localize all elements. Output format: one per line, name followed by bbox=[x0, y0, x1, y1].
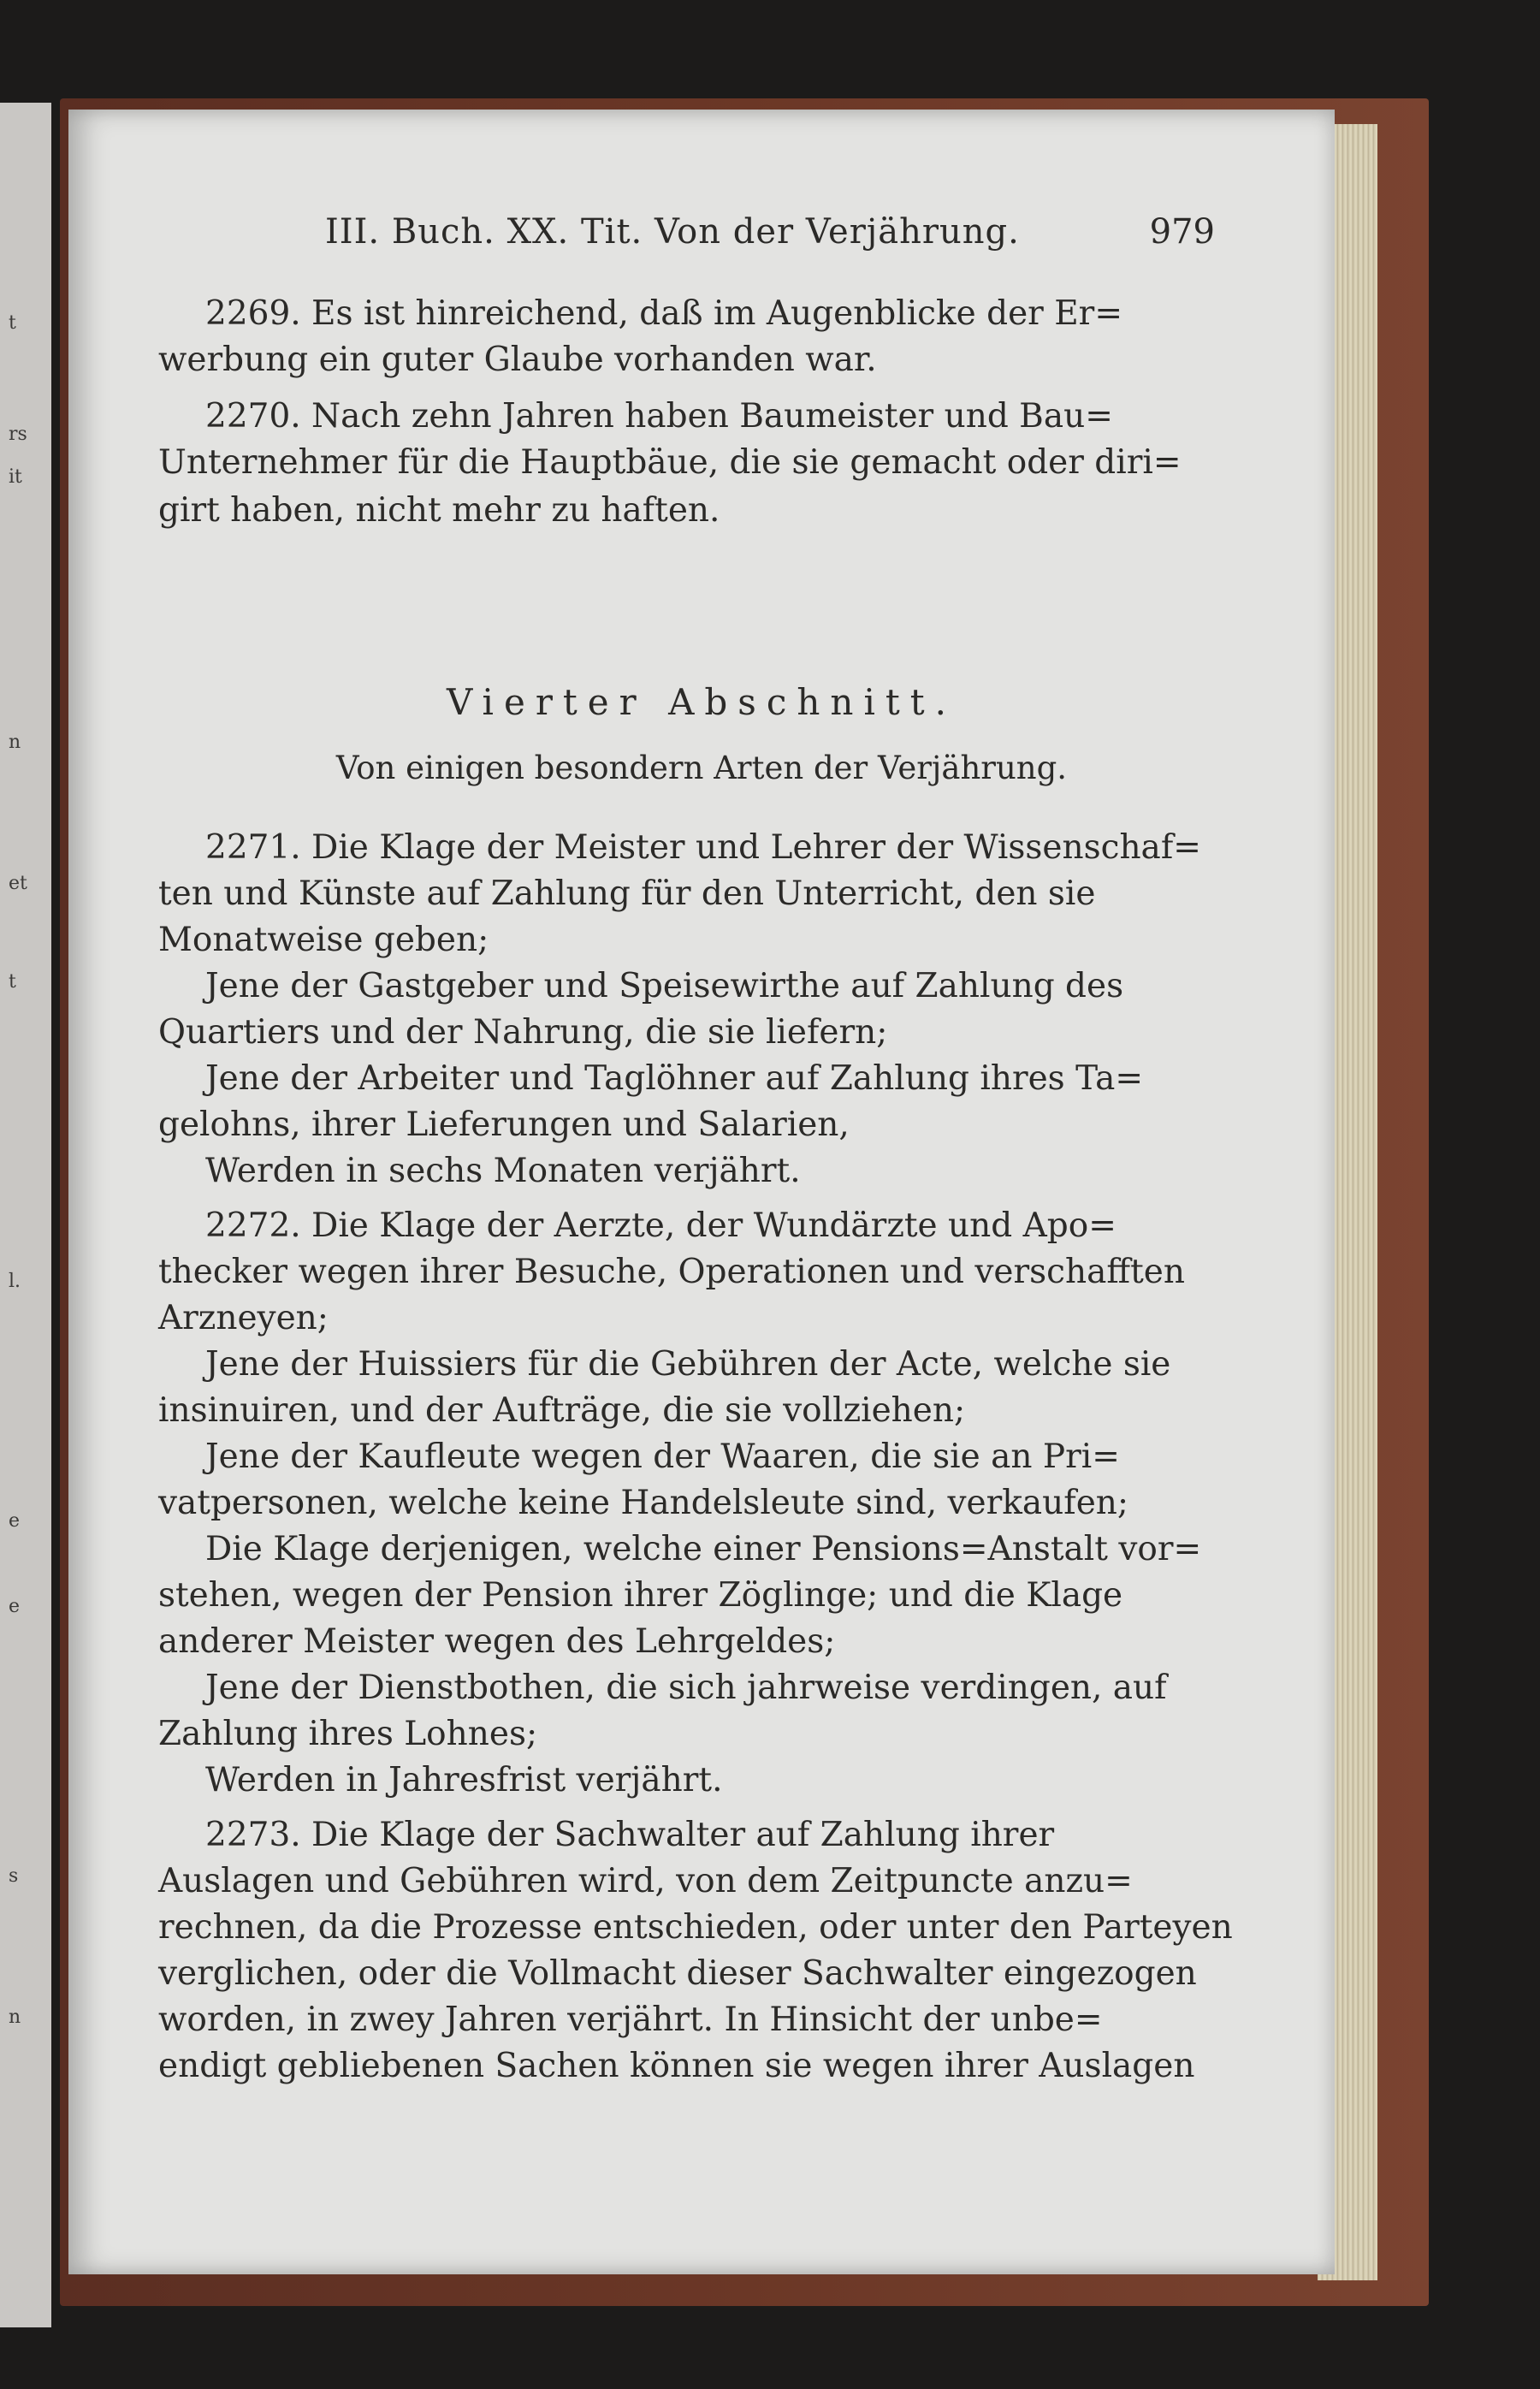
text-line: Jene der Gastgeber und Speisewirthe auf Zahlung des bbox=[205, 967, 1124, 1005]
text-line: Zahlung ihres Lohnes; bbox=[158, 1715, 538, 1753]
left-page-fragment: n bbox=[9, 732, 21, 753]
text-line: insinuiren, und der Aufträge, die sie vollziehen; bbox=[158, 1391, 966, 1430]
section-title: Vierter Abschnitt. bbox=[446, 681, 957, 723]
text-line: 2269. Es ist hinreichend, daß im Augenblicke der Er= bbox=[205, 294, 1123, 333]
text-line: Jene der Dienstbothen, die sich jahrweise verdingen, auf bbox=[205, 1669, 1167, 1707]
left-page-fragment: e bbox=[9, 1510, 21, 1532]
text-line: Unternehmer für die Hauptbäue, die sie gemacht oder diri= bbox=[158, 443, 1182, 482]
text-line: 2270. Nach zehn Jahren haben Baumeister und Bau= bbox=[205, 397, 1113, 436]
left-page-fragment: l. bbox=[9, 1271, 21, 1292]
text-line: Auslagen und Gebühren wird, von dem Zeitpuncte anzu= bbox=[158, 1862, 1133, 1900]
text-line: Werden in sechs Monaten verjährt. bbox=[205, 1152, 801, 1190]
left-page-fragment: n bbox=[9, 2007, 21, 2028]
left-page-fragment: s bbox=[9, 1865, 19, 1887]
text-line: Jene der Arbeiter und Taglöhner auf Zahlung ihres Ta= bbox=[205, 1059, 1143, 1098]
text-line: gelohns, ihrer Lieferungen und Salarien, bbox=[158, 1106, 850, 1144]
text-line: Jene der Kaufleute wegen der Waaren, die sie an Pri= bbox=[205, 1438, 1120, 1476]
section-subtitle: Von einigen besondern Arten der Verjährung. bbox=[335, 750, 1068, 786]
text-line: vatpersonen, welche keine Handelsleute sind, verkaufen; bbox=[158, 1484, 1129, 1522]
text-line: thecker wegen ihrer Besuche, Operationen und verschafften bbox=[158, 1253, 1185, 1291]
text-line: Werden in Jahresfrist verjährt. bbox=[205, 1761, 723, 1799]
left-page-fragment: t bbox=[9, 971, 16, 993]
text-line: endigt gebliebenen Sachen können sie wegen ihrer Auslagen bbox=[158, 2047, 1195, 2085]
text-line: stehen, wegen der Pension ihrer Zöglinge; und die Klage bbox=[158, 1576, 1123, 1615]
left-page-edge bbox=[0, 103, 51, 2327]
text-line: Monatweise geben; bbox=[158, 921, 489, 959]
text-line: 2273. Die Klage der Sachwalter auf Zahlung ihrer bbox=[205, 1816, 1055, 1854]
left-page-fragment: e bbox=[9, 1596, 21, 1617]
text-line: girt haben, nicht mehr zu haften. bbox=[158, 491, 720, 530]
text-line: worden, in zwey Jahren verjährt. In Hinsicht der unbe= bbox=[158, 2001, 1103, 2039]
left-page-fragment: et bbox=[9, 873, 27, 894]
left-page-fragment: t bbox=[9, 312, 16, 334]
text-line: ten und Künste auf Zahlung für den Unterricht, den sie bbox=[158, 874, 1096, 913]
text-line: 2271. Die Klage der Meister und Lehrer der Wissenschaf= bbox=[205, 828, 1201, 867]
text-line: Die Klage derjenigen, welche einer Pensions=Anstalt vor= bbox=[205, 1530, 1202, 1568]
text-line: Arzneyen; bbox=[158, 1299, 329, 1337]
book-page bbox=[68, 110, 1335, 2274]
page-number: 979 bbox=[1149, 212, 1215, 252]
text-line: werbung ein guter Glaube vorhanden war. bbox=[158, 341, 877, 379]
text-line: 2272. Die Klage der Aerzte, der Wundärzte und Apo= bbox=[205, 1206, 1116, 1245]
text-line: anderer Meister wegen des Lehrgeldes; bbox=[158, 1622, 836, 1661]
running-header bbox=[257, 212, 1215, 264]
text-line: Quartiers und der Nahrung, die sie liefern; bbox=[158, 1013, 888, 1052]
left-page-fragment: rs bbox=[9, 424, 27, 445]
text-line: verglichen, oder die Vollmacht dieser Sachwalter eingezogen bbox=[158, 1954, 1197, 1993]
left-page-fragment: it bbox=[9, 466, 22, 488]
running-header-title: III. Buch. XX. Tit. Von der Verjährung. bbox=[325, 212, 1020, 252]
text-line: rechnen, da die Prozesse entschieden, oder unter den Parteyen bbox=[158, 1908, 1233, 1947]
text-line: Jene der Huissiers für die Gebühren der Acte, welche sie bbox=[205, 1345, 1171, 1384]
